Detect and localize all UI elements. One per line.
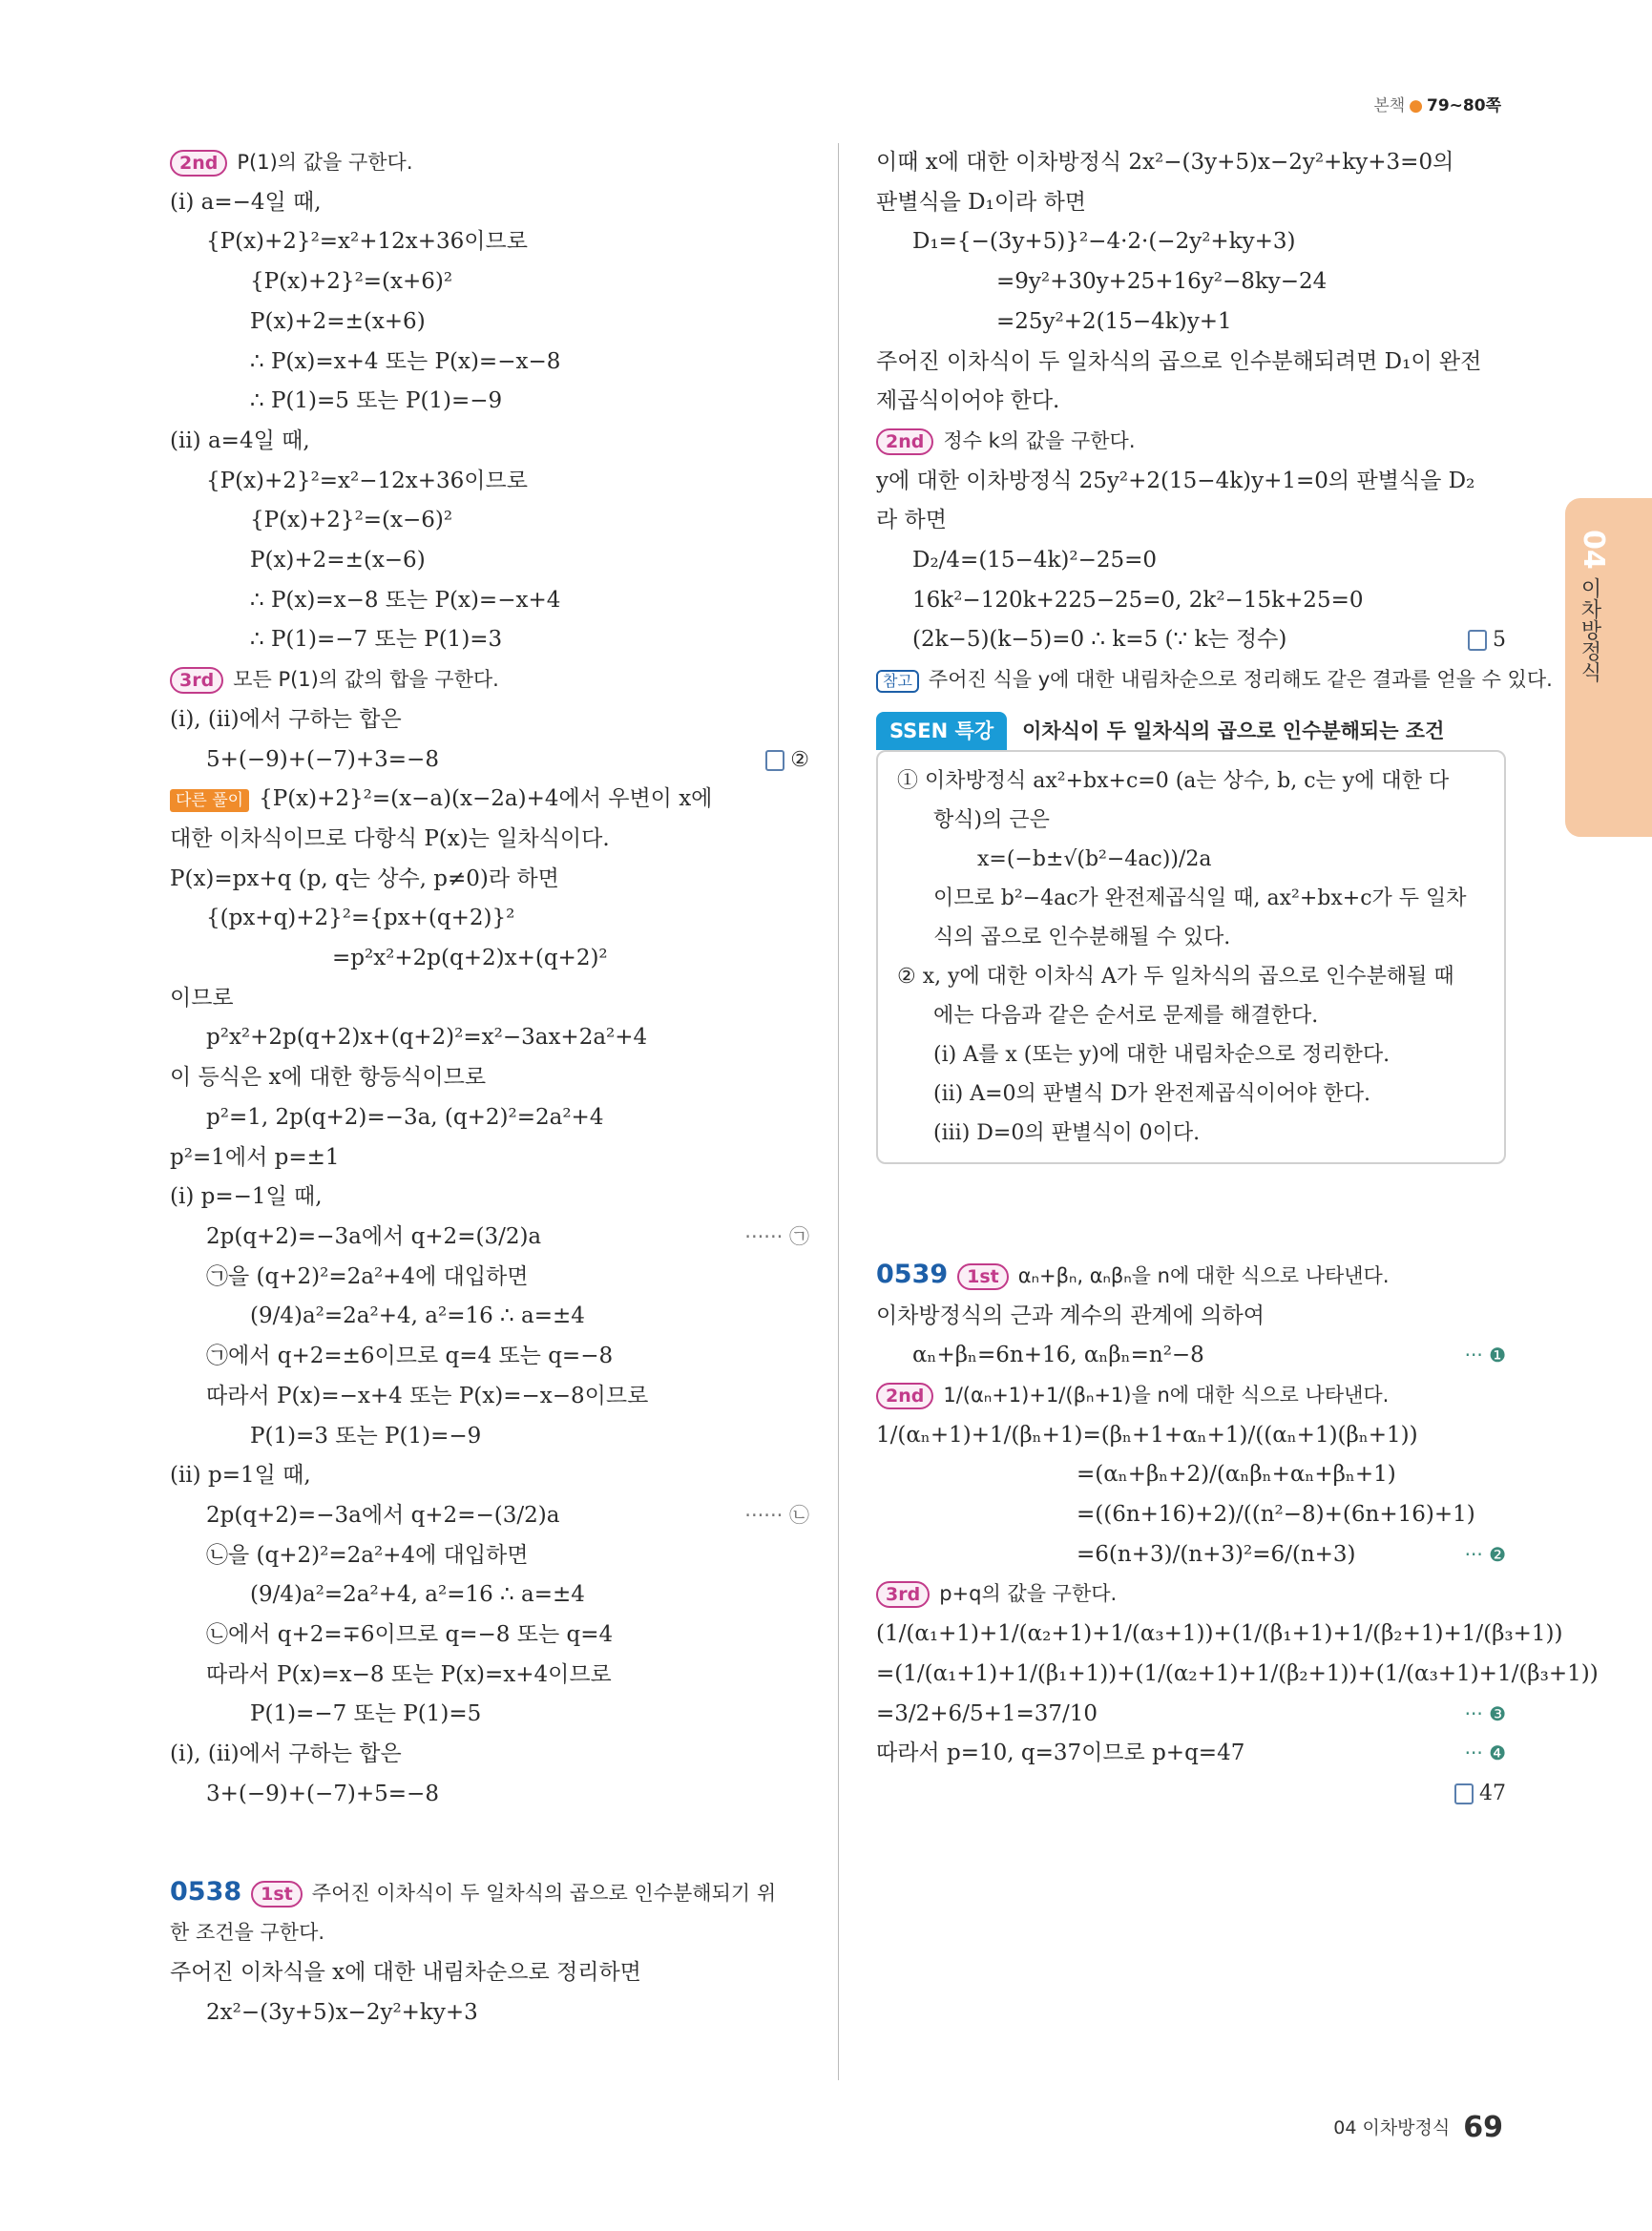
line-text: ㉡에서 q+2=∓6이므로 q=−8 또는 q=4 <box>206 1622 614 1648</box>
text-line <box>170 1138 809 1178</box>
problem-header <box>876 1255 1506 1297</box>
step-marker: ··· ❹ <box>1464 1741 1506 1765</box>
step-badge: 2nd <box>876 1383 933 1409</box>
line-text: (i), (ii)에서 구하는 합은 <box>170 1741 402 1767</box>
text-line <box>876 1734 1506 1774</box>
line-text: P(1)=3 또는 P(1)=−9 <box>250 1423 482 1449</box>
ssen-line: ① 이차방정식 ax²+bx+c=0 (a는 상수, b, c는 y에 대한 다 <box>897 768 1450 793</box>
line-text: P(x)+2=±(x+6) <box>250 308 426 334</box>
answer-value: 5 <box>1493 628 1506 653</box>
text-line <box>170 1098 809 1138</box>
line-text: {P(x)+2}²=(x−6)² <box>250 508 453 533</box>
line-text: 주어진 이차식이 두 일차식의 곱으로 인수분해되려면 D₁이 완전 <box>876 348 1482 374</box>
text-line <box>170 1178 809 1218</box>
text-line <box>170 541 809 581</box>
line-text: 라 하면 <box>876 508 947 533</box>
answer-value: 47 <box>1479 1781 1506 1805</box>
text-line <box>170 979 809 1019</box>
step-text: p+q의 값을 구한다. <box>939 1582 1118 1606</box>
line-text: ∴ P(x)=x−8 또는 P(x)=−x+4 <box>250 587 561 613</box>
text-line <box>170 939 809 979</box>
line-text: {(px+q)+2}²={px+(q+2)}² <box>206 906 515 931</box>
line-text: (2k−5)(k−5)=0 ∴ k=5 (∵ k는 정수) <box>912 627 1287 653</box>
line-text: {P(x)+2}²=x²+12x+36이므로 <box>206 229 528 255</box>
ssen-line: ② x, y에 대한 이차식 A가 두 일차식의 곱으로 인수분해될 때 <box>897 964 1454 989</box>
line-text: 이차방정식의 근과 계수의 관계에 의하여 <box>876 1303 1265 1328</box>
text-line <box>170 740 809 781</box>
line-text: 주어진 식을 y에 대한 내림차순으로 정리해도 같은 결과를 얻을 수 있다. <box>928 668 1553 692</box>
step-line <box>876 422 1506 462</box>
step-line <box>170 660 809 700</box>
answer-icon <box>765 750 784 771</box>
answer-mark <box>1454 1774 1506 1814</box>
answer-mark <box>1468 620 1506 660</box>
step-text: 1/(αₙ+1)+1/(βₙ+1)을 n에 대한 식으로 나타낸다. <box>943 1383 1390 1407</box>
step-badge: 2nd <box>876 428 933 455</box>
step-text: αₙ+βₙ, αₙβₙ을 n에 대한 식으로 나타낸다. <box>1017 1263 1390 1287</box>
step-badge: 1st <box>251 1881 303 1908</box>
text-line <box>170 860 809 900</box>
text-line <box>876 343 1506 383</box>
ssen-heading <box>876 712 1506 750</box>
page-number: 69 <box>1463 2111 1503 2144</box>
line-text: y에 대한 이차방정식 25y²+2(15−4k)y+1=0의 판별식을 D₂ <box>876 468 1475 493</box>
text-line <box>876 1655 1599 1695</box>
line-text: {P(x)+2}²=(x−a)(x−2a)+4에서 우변이 x에 <box>259 786 713 812</box>
text-line <box>170 1775 809 1815</box>
answer-icon <box>1468 630 1487 651</box>
line-text: 2x²−(3y+5)x−2y²+ky+3 <box>206 1999 478 2025</box>
line-text: 제곱식이어야 한다. <box>876 388 1060 414</box>
text-line <box>170 382 809 422</box>
alt-solution-badge: 다른 풀이 <box>170 789 249 812</box>
line-text: ㉠에서 q+2=±6이므로 q=4 또는 q=−8 <box>206 1344 614 1369</box>
step-badge: 3rd <box>170 667 223 694</box>
text-line <box>876 262 1506 302</box>
line-text: P(x)+2=±(x−6) <box>250 548 426 573</box>
left-column <box>170 143 809 2033</box>
line-text: =3/2+6/5+1=37/10 <box>876 1700 1098 1726</box>
text-line <box>170 700 809 740</box>
answer-icon <box>1454 1783 1474 1804</box>
text-line <box>876 1455 1506 1495</box>
text-line <box>876 302 1506 343</box>
line-text: ㉡을 (q+2)²=2a²+4에 대입하면 <box>206 1542 529 1568</box>
ssen-special-box <box>876 712 1506 1164</box>
line-text: =p²x²+2p(q+2)x+(q+2)² <box>332 946 608 971</box>
line-text: (i) a=−4일 때, <box>170 189 322 215</box>
line-text: 이때 x에 대한 이차방정식 2x²−(3y+5)x−2y²+ky+3=0의 <box>876 150 1454 175</box>
step-marker: ··· ❷ <box>1464 1542 1506 1566</box>
line-text: P(x)=px+q (p, q는 상수, p≠0)라 하면 <box>170 865 559 891</box>
page-header <box>1373 92 1501 115</box>
line-text: =(1/(α₁+1)+1/(β₁+1))+(1/(α₂+1)+1/(β₂+1))+(1/(α₃+1)+1/(β₃+1)) <box>876 1660 1599 1686</box>
problem-number: 0538 <box>170 1876 242 1907</box>
text-line <box>170 1913 809 1953</box>
line-text: 판별식을 D₁이라 하면 <box>876 189 1087 215</box>
text-line <box>170 422 809 462</box>
text-line <box>876 541 1506 581</box>
line-text: ∴ P(1)=5 또는 P(1)=−9 <box>250 388 503 414</box>
text-line <box>170 1536 809 1576</box>
chapter-tab-number: 04 <box>1577 530 1610 570</box>
line-text: 16k²−120k+225−25=0, 2k²−15k+25=0 <box>912 587 1364 613</box>
text-line <box>170 620 809 660</box>
text-line <box>170 343 809 383</box>
text-line <box>876 183 1506 223</box>
line-text: =((6n+16)+2)/((n²−8)+(6n+16)+1) <box>1077 1502 1475 1528</box>
line-text: p²=1, 2p(q+2)=−3a, (q+2)²=2a²+4 <box>206 1104 604 1130</box>
line-text: (i) p=−1일 때, <box>170 1184 323 1210</box>
step-text: 주어진 이차식이 두 일차식의 곱으로 인수분해되기 위 <box>311 1881 777 1905</box>
column-divider <box>838 143 839 2080</box>
line-text: 5+(−9)+(−7)+3=−8 <box>206 746 439 772</box>
step-text: 모든 P(1)의 값의 합을 구한다. <box>233 668 499 692</box>
ssen-line: (iii) D=0의 판별식이 0이다. <box>933 1120 1201 1145</box>
page-footer <box>1333 2111 1503 2144</box>
step-text: P(1)의 값을 구한다. <box>237 151 413 174</box>
ssen-content <box>876 750 1506 1164</box>
text-line <box>876 382 1506 422</box>
step-line <box>170 143 809 183</box>
text-line <box>170 1218 809 1258</box>
line-text: 따라서 p=10, q=37이므로 p+q=47 <box>876 1741 1245 1766</box>
text-line <box>170 1258 809 1298</box>
text-line <box>170 1695 809 1735</box>
line-text: =6(n+3)/(n+3)²=6/(n+3) <box>1077 1541 1356 1567</box>
text-line <box>876 1495 1506 1535</box>
text-line <box>876 143 1506 183</box>
ssen-tag-label: SSEN 특강 <box>876 712 1007 750</box>
step-line <box>876 1376 1506 1416</box>
text-line <box>170 1456 809 1496</box>
text-line <box>170 1417 809 1457</box>
alt-solution-line <box>170 780 809 820</box>
text-line <box>876 1615 1563 1655</box>
text-line <box>170 1993 809 2033</box>
ssen-title: 이차식이 두 일차식의 곱으로 인수분해되는 조건 <box>1022 719 1445 742</box>
line-text: (1/(α₁+1)+1/(α₂+1)+1/(α₃+1))+(1/(β₁+1)+1/(β₂+1)+1/(β₃+1)) <box>876 1621 1563 1647</box>
line-text: D₁={−(3y+5)}²−4·2·(−2y²+ky+3) <box>912 229 1296 255</box>
text-line <box>170 302 809 343</box>
text-line <box>170 1656 809 1696</box>
text-line <box>170 183 809 223</box>
line-text: {P(x)+2}²=(x+6)² <box>250 269 453 295</box>
bullet-icon: ● <box>1409 96 1424 115</box>
ssen-line: (ii) A=0의 판별식 D가 완전제곱식이어야 한다. <box>933 1081 1370 1106</box>
text-line <box>876 1416 1506 1456</box>
text-line <box>876 501 1506 541</box>
reference-badge: 참고 <box>876 670 919 693</box>
text-line <box>170 1953 809 1993</box>
ssen-line: 식의 곱으로 인수분해될 수 있다. <box>933 925 1231 949</box>
text-line <box>876 1695 1506 1735</box>
footer-chapter: 04 이차방정식 <box>1333 2117 1451 2138</box>
text-line <box>170 1616 809 1656</box>
ssen-line: (i) A를 x (또는 y)에 대한 내림차순으로 정리한다. <box>933 1042 1391 1067</box>
line-text: 따라서 P(x)=−x+4 또는 P(x)=−x−8이므로 <box>206 1383 649 1408</box>
text-line <box>170 1297 809 1337</box>
equation-marker: ······ ㉡ <box>744 1503 809 1527</box>
line-text: p²=1에서 p=±1 <box>170 1144 340 1170</box>
text-line <box>170 501 809 541</box>
step-badge: 1st <box>957 1263 1009 1290</box>
text-line <box>170 462 809 502</box>
spacer <box>170 1815 809 1872</box>
line-text: 2p(q+2)=−3a에서 q+2=(3/2)a <box>206 1223 542 1249</box>
line-text: D₂/4=(15−4k)²−25=0 <box>912 548 1158 573</box>
text-line <box>876 1535 1506 1575</box>
line-text: ∴ P(1)=−7 또는 P(1)=3 <box>250 627 503 653</box>
step-line <box>876 1574 1506 1615</box>
line-text: 3+(−9)+(−7)+5=−8 <box>206 1781 439 1806</box>
text-line <box>170 899 809 939</box>
answer-mark <box>765 740 809 781</box>
line-text: (i), (ii)에서 구하는 합은 <box>170 706 402 732</box>
reference-note <box>876 660 1553 700</box>
text-line <box>876 620 1506 660</box>
text-line <box>170 222 809 262</box>
problem-header <box>170 1872 809 1914</box>
text-line <box>876 1297 1506 1337</box>
line-text: 1/(αₙ+1)+1/(βₙ+1)=(βₙ+1+αₙ+1)/((αₙ+1)(βₙ+1)) <box>876 1422 1418 1448</box>
line-text: =(αₙ+βₙ+2)/(αₙβₙ+αₙ+βₙ+1) <box>1077 1462 1396 1488</box>
chapter-tab-label: 이차방정식 <box>1578 577 1601 682</box>
text-line <box>170 1337 809 1377</box>
text-line <box>170 262 809 302</box>
text-line <box>170 1735 809 1775</box>
text-line <box>876 222 1506 262</box>
line-text: (ii) a=4일 때, <box>170 427 310 453</box>
header-pages: 79~80쪽 <box>1427 96 1501 115</box>
text-line <box>170 1377 809 1417</box>
line-text: ㉠을 (q+2)²=2a²+4에 대입하면 <box>206 1263 529 1289</box>
line-text: ∴ P(x)=x+4 또는 P(x)=−x−8 <box>250 348 561 374</box>
line-text: P(1)=−7 또는 P(1)=5 <box>250 1701 482 1727</box>
text-line <box>876 581 1506 621</box>
ssen-line: 항식)의 근은 <box>933 807 1050 832</box>
text-line <box>876 462 1506 502</box>
line-text: (9/4)a²=2a²+4, a²=16 ∴ a=±4 <box>250 1303 585 1329</box>
ssen-line: 이므로 b²−4ac가 완전제곱식일 때, ax²+bx+c가 두 일차 <box>933 886 1467 910</box>
text-line <box>170 1575 809 1616</box>
ssen-line: 에는 다음과 같은 순서로 문제를 해결한다. <box>933 1003 1319 1028</box>
step-badge: 3rd <box>876 1581 930 1608</box>
line-text: αₙ+βₙ=6n+16, αₙβₙ=n²−8 <box>912 1343 1204 1368</box>
line-text: 2p(q+2)=−3a에서 q+2=−(3/2)a <box>206 1502 560 1528</box>
text-line <box>170 581 809 621</box>
step-badge: 2nd <box>170 150 227 177</box>
line-text: (ii) p=1일 때, <box>170 1463 311 1489</box>
line-text: 따라서 P(x)=x−8 또는 P(x)=x+4이므로 <box>206 1661 612 1687</box>
line-text: (9/4)a²=2a²+4, a²=16 ∴ a=±4 <box>250 1582 585 1608</box>
step-text: 정수 k의 값을 구한다. <box>943 428 1136 452</box>
step-marker: ··· ❸ <box>1464 1701 1506 1725</box>
text-line <box>170 820 809 860</box>
text-line <box>170 1496 809 1536</box>
line-text: 대한 이차식이므로 다항식 P(x)는 일차식이다. <box>170 825 610 851</box>
line-text: =25y²+2(15−4k)y+1 <box>996 308 1232 334</box>
problem-number: 0539 <box>876 1259 949 1289</box>
equation-marker: ······ ㉠ <box>744 1224 809 1248</box>
answer-value: ② <box>790 747 809 772</box>
line-text: 주어진 이차식을 x에 대한 내림차순으로 정리하면 <box>170 1959 641 1985</box>
spacer <box>876 1164 1506 1255</box>
line-text: =9y²+30y+25+16y²−8ky−24 <box>996 269 1328 295</box>
line-text: 이 등식은 x에 대한 항등식이므로 <box>170 1065 487 1091</box>
text-line <box>170 1018 809 1058</box>
line-text: p²x²+2p(q+2)x+(q+2)²=x²−3ax+2a²+4 <box>206 1025 648 1051</box>
ssen-line: x=(−b±√(b²−4ac))/2a <box>977 846 1212 871</box>
line-text: {P(x)+2}²=x²−12x+36이므로 <box>206 468 528 493</box>
line-text: 이므로 <box>170 985 234 1011</box>
text-line <box>170 1058 809 1098</box>
step-marker: ··· ❶ <box>1464 1344 1506 1367</box>
text-line <box>876 1336 1506 1376</box>
line-text: 한 조건을 구한다. <box>170 1921 325 1945</box>
header-book-label: 본책 <box>1373 96 1406 115</box>
